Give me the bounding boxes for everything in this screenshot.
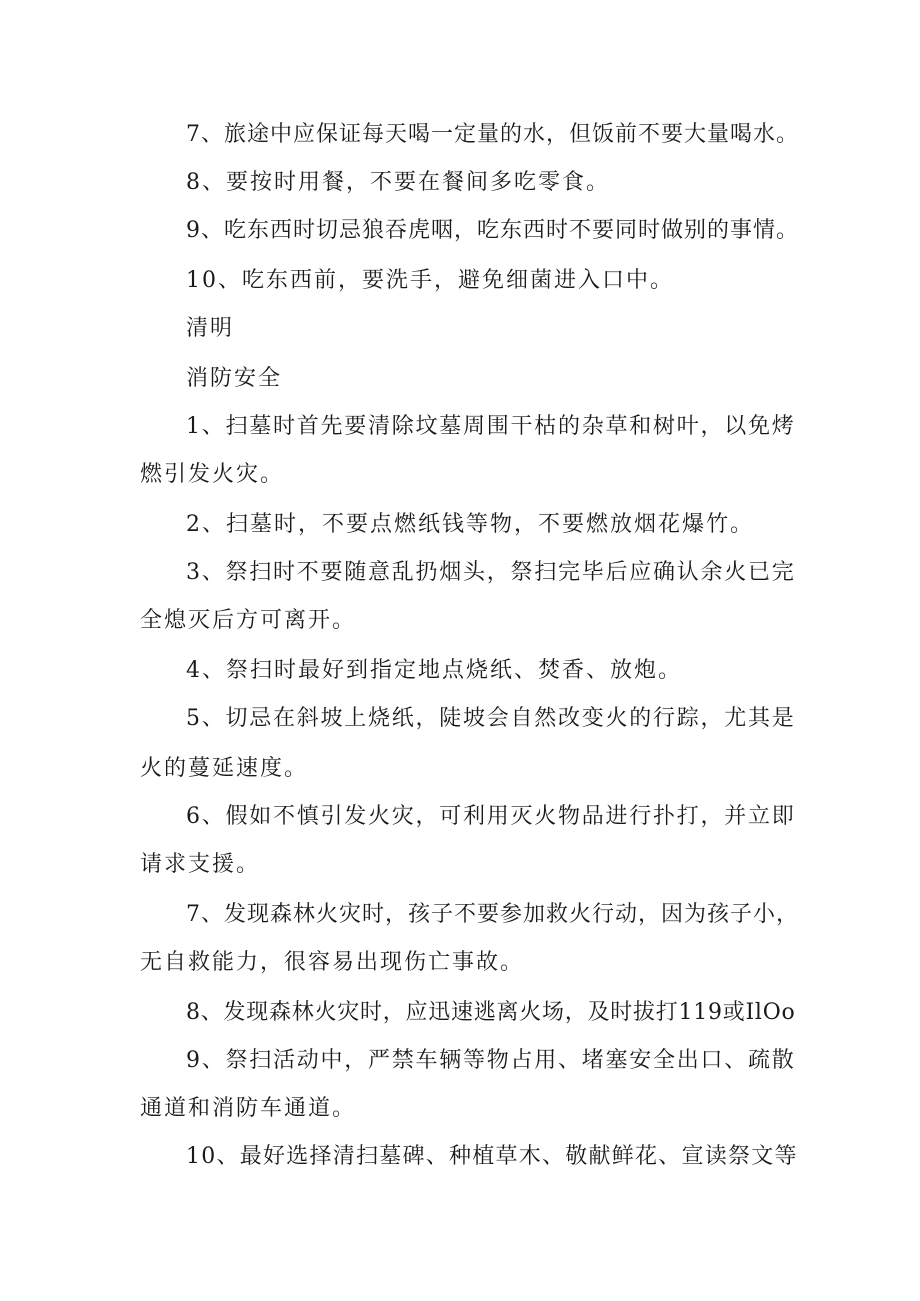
paragraph-line: 火的蔓延速度。 [140, 756, 309, 781]
paragraph-line: 燃引发火灾。 [140, 462, 285, 487]
section-heading: 清明 [186, 316, 235, 341]
paragraph-line: 3、祭扫时不要随意乱扔烟头，祭扫完毕后应确认余火已完 [186, 560, 796, 585]
paragraph-line: 5、切忌在斜坡上烧纸，陡坡会自然改变火的行踪，尤其是 [186, 706, 796, 731]
paragraph-line: 8、要按时用餐，不要在餐间多吃零食。 [186, 170, 610, 195]
paragraph-line: 无自救能力，很容易出现伤亡事故。 [140, 950, 525, 975]
paragraph-line: 4、祭扫时最好到指定地点烧纸、焚香、放炮。 [186, 658, 682, 683]
paragraph-line: 10、吃东西前，要洗手，避免细菌进入口中。 [186, 268, 674, 293]
paragraph-line: 全熄灭后方可离开。 [140, 608, 357, 633]
paragraph-line: 2、扫墓时，不要点燃纸钱等物，不要燃放烟花爆竹。 [186, 512, 754, 537]
paragraph-line: 7、发现森林火灾时，孩子不要参加救火行动，因为孩子小， [186, 902, 799, 927]
paragraph-line: 9、祭扫活动中，严禁车辆等物占用、堵塞安全出口、疏散 [186, 1048, 796, 1073]
paragraph-line: 10、最好选择清扫墓碑、种植草木、敬献鲜花、宣读祭文等 [186, 1144, 798, 1169]
paragraph-line: 8、发现森林火灾时，应迅速逃离火场，及时拔打119或IlOo [186, 1000, 796, 1025]
paragraph-line: 请求支援。 [140, 852, 261, 877]
paragraph-line: 通道和消防车通道。 [140, 1096, 357, 1121]
paragraph-line: 7、旅途中应保证每天喝一定量的水，但饭前不要大量喝水。 [186, 122, 799, 147]
section-subheading: 消防安全 [186, 366, 283, 391]
paragraph-line: 6、假如不慎引发火灾，可利用灭火物品进行扑打，并立即 [186, 804, 796, 829]
paragraph-line: 9、吃东西时切忌狼吞虎咽，吃东西时不要同时做别的事情。 [186, 218, 799, 243]
paragraph-line: 1、扫墓时首先要清除坟墓周围干枯的杂草和树叶，以免烤 [186, 414, 796, 439]
